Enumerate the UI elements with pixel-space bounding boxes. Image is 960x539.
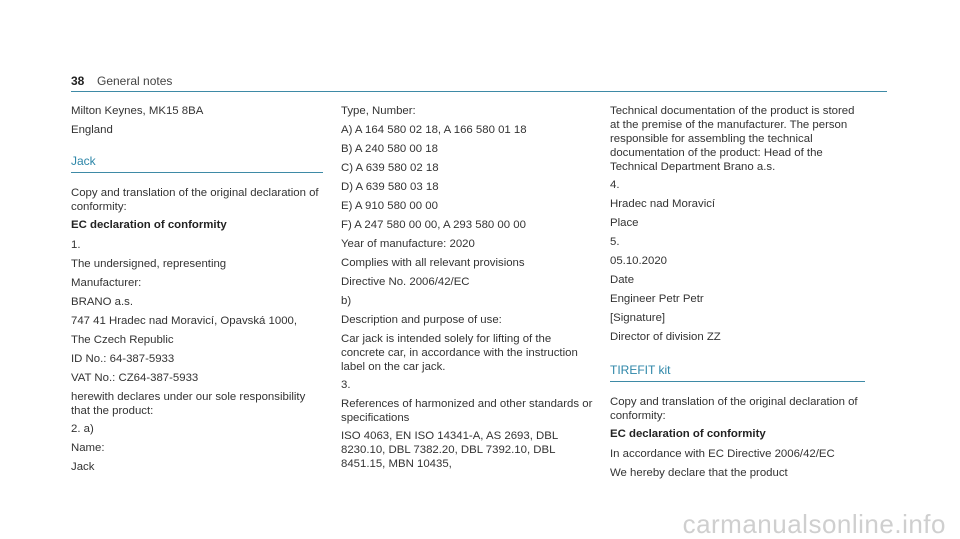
- text-line: References of harmonized and other standards or specifications: [341, 398, 593, 424]
- text-line: The undersigned, representing: [71, 258, 227, 270]
- text-line: In accordance with EC Directive 2006/42/EC: [610, 448, 835, 460]
- text-line: Year of manufacture: 2020: [341, 238, 475, 250]
- text-line: Director of division ZZ: [610, 331, 721, 343]
- text-line: herewith declares under our sole responsibility that the product:: [71, 391, 306, 417]
- text-line: VAT No.: CZ64-387-5933: [71, 372, 199, 384]
- address-line: Milton Keynes, MK15 8BA: [71, 105, 204, 117]
- text-line: Directive No. 2006/42/EC: [341, 276, 470, 288]
- text-line: 3.: [341, 379, 351, 391]
- text-line: Complies with all relevant provisions: [341, 257, 525, 269]
- copy-note: Copy and translation of the original declaration of conformity:: [610, 396, 858, 422]
- text-line: Hradec nad Moravicí: [610, 198, 716, 210]
- text-line: 5.: [610, 236, 620, 248]
- country-line: England: [71, 124, 113, 136]
- text-line: Name:: [71, 442, 105, 454]
- text-line: Car jack is intended solely for lifting of the concrete car, in accordance with the instruction label on the car jack.: [341, 333, 578, 373]
- text-line: ISO 4063, EN ISO 14341-A, AS 2693, DBL 8230.10, DBL 7382.20, DBL 7392.10, DBL 8451.15, MBN 10435,: [341, 430, 558, 470]
- text-line: 05.10.2020: [610, 255, 668, 267]
- section-title-tirefit-kit: TIREFIT kit: [610, 363, 865, 382]
- text-line: BRANO a.s.: [71, 296, 134, 308]
- text-line: 4.: [610, 179, 620, 191]
- column-left: [71, 104, 323, 479]
- text-line: 1.: [71, 239, 81, 251]
- text-line: Date: [610, 274, 635, 286]
- header-title: General notes: [97, 74, 173, 88]
- text-line: [Signature]: [610, 312, 666, 324]
- text-line: Technical documentation of the product is stored at the premise of the manufacturer. The person responsible for assembling the technical documentation of the product: Head of the Technical Department Brano a.s.: [610, 105, 855, 173]
- ec-declaration-heading: EC declaration of conformity: [610, 428, 766, 440]
- text-line: Type, Number:: [341, 105, 416, 117]
- column-right: [610, 104, 865, 485]
- text-line: Description and purpose of use:: [341, 314, 502, 326]
- text-line: 2. a): [71, 423, 94, 435]
- text-line: The Czech Republic: [71, 334, 174, 346]
- page-number: 38: [71, 74, 85, 88]
- text-line: Place: [610, 217, 639, 229]
- text-line: Engineer Petr Petr: [610, 293, 704, 305]
- ec-declaration-heading: EC declaration of conformity: [71, 219, 227, 231]
- text-line: E) A 910 580 00 00: [341, 200, 438, 212]
- text-line: A) A 164 580 02 18, A 166 580 01 18: [341, 124, 527, 136]
- copy-note: Copy and translation of the original declaration of conformity:: [71, 187, 319, 213]
- text-line: Manufacturer:: [71, 277, 142, 289]
- column-middle: [341, 104, 593, 476]
- text-line: B) A 240 580 00 18: [341, 143, 438, 155]
- text-line: F) A 247 580 00 00, A 293 580 00 00: [341, 219, 526, 231]
- text-line: Jack: [71, 461, 95, 473]
- text-line: C) A 639 580 02 18: [341, 162, 439, 174]
- text-line: ID No.: 64-387-5933: [71, 353, 175, 365]
- page-header: [71, 71, 887, 92]
- text-line: D) A 639 580 03 18: [341, 181, 439, 193]
- text-line: We hereby declare that the product: [610, 467, 788, 479]
- text-line: 747 41 Hradec nad Moravicí, Opavská 1000,: [71, 315, 298, 327]
- watermark: carmanualsonline.info: [682, 509, 946, 539]
- text-line: b): [341, 295, 352, 307]
- section-title-jack: Jack: [71, 154, 323, 173]
